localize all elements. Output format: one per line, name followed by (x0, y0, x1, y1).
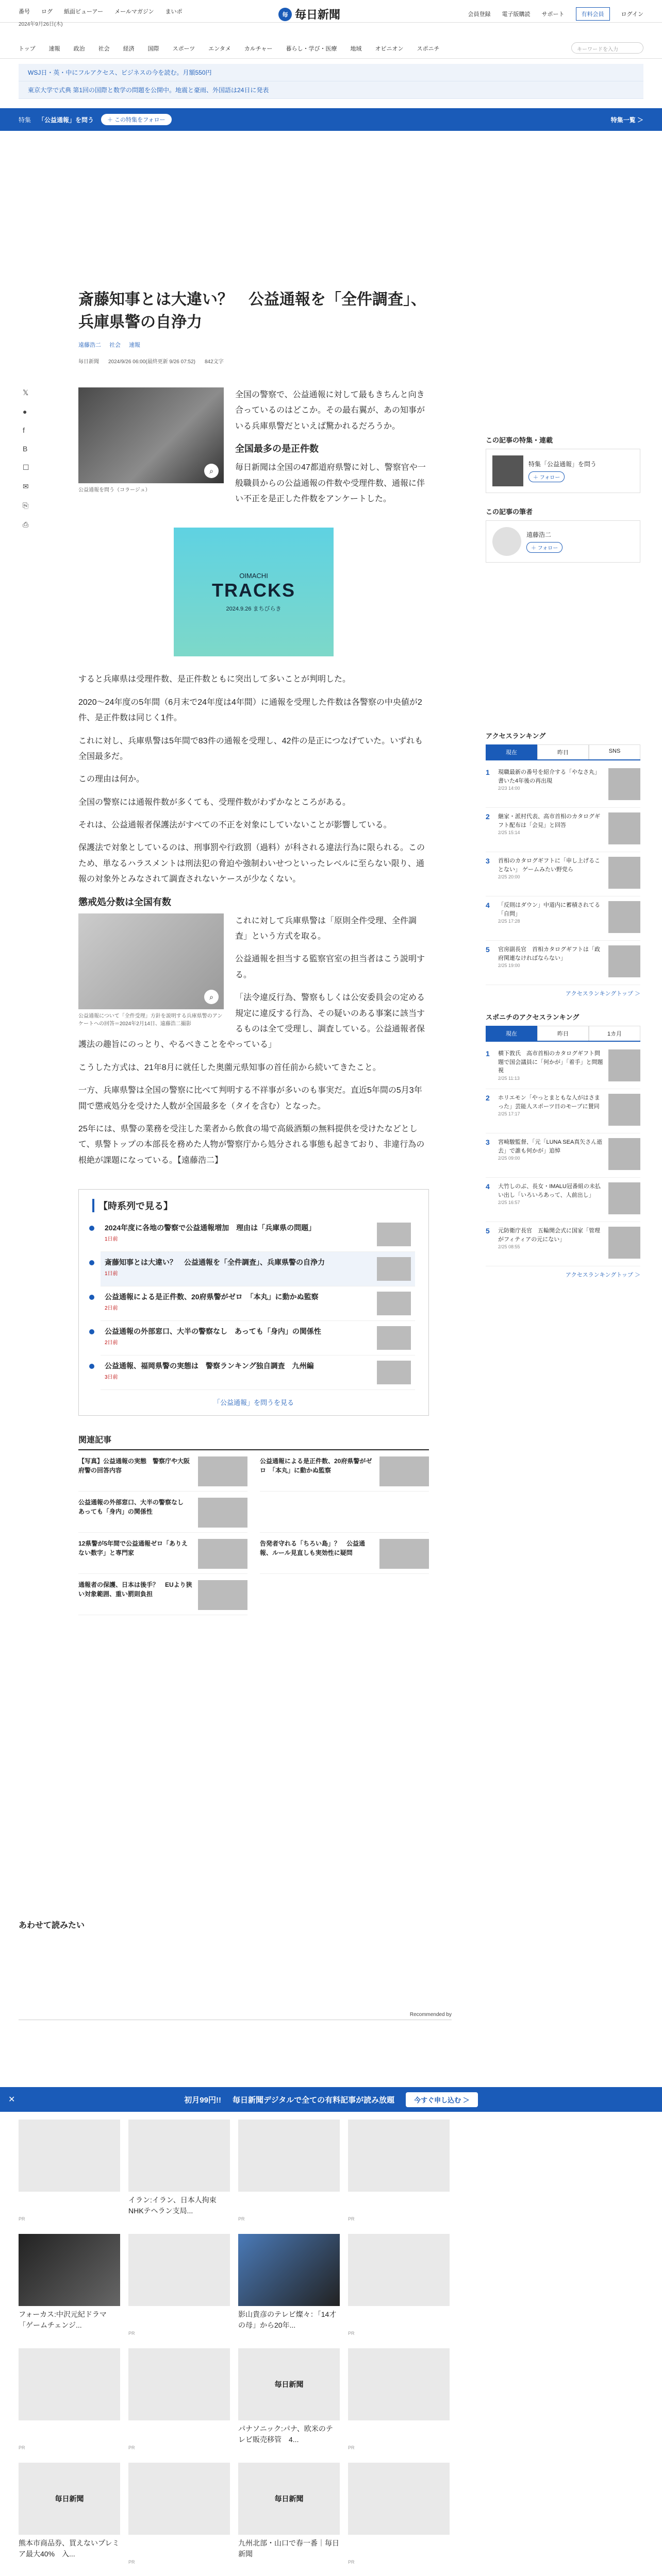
timeline-item-date: 1日前 (105, 1271, 118, 1277)
sponichi-heading: スポニチのアクセスランキング (486, 1013, 580, 1021)
rank-thumbnail (608, 812, 640, 844)
top-right-link[interactable]: サポート (541, 11, 565, 18)
search-input[interactable]: キーワードを入力 (571, 42, 643, 54)
bookmark-icon[interactable]: ☐ (23, 463, 29, 471)
share-bar (23, 388, 29, 529)
article (78, 289, 429, 1615)
ad-top-text: OIMACHI (239, 571, 268, 580)
tile-title (348, 2424, 450, 2445)
timeline-item-title: 公益通報の外部窓口、大半の警察なし あっても「身内」の関係性 (105, 1327, 321, 1336)
tile-pr: PR (238, 2216, 245, 2222)
tab-yesterday[interactable]: 昨日 (537, 744, 589, 759)
rank-title: 宮崎駿監督、「元「LUNA SEA真矢さん逝去」で誰も何かが」追悼 (498, 1139, 603, 1154)
top-link[interactable]: メールマガジン (114, 8, 154, 15)
tile-image (348, 2348, 450, 2420)
tile-title (238, 2195, 340, 2216)
tile-title: フォーカス:中沢元紀ドラマ「ゲームチェンジ... (19, 2310, 107, 2329)
alert-list (19, 64, 643, 99)
related-thumbnail (198, 1456, 247, 1486)
author-link[interactable]: 遠藤浩二 (78, 342, 101, 348)
tile[interactable] (128, 2348, 230, 2450)
timeline-item[interactable] (101, 1321, 415, 1355)
tile-image (19, 2120, 120, 2192)
x-icon[interactable]: 𝕏 (23, 388, 29, 397)
paragraph: 一方、兵庫県警は全国の警察に比べて判明する不祥事が多いのも事実だ。直近5年間の5月3年間で懲戒処分を受けた人数が全国最多を（タイを含む）となった。 (78, 1086, 422, 1111)
hatena-icon[interactable]: B (23, 445, 28, 453)
timeline-item-title: 斎藤知事とは大違い？ 公益通報を「全件調査」、兵庫県警の自浄力 (105, 1258, 325, 1267)
related-item[interactable] (78, 1533, 247, 1574)
rank-date: 2/25 17:28 (498, 919, 520, 924)
nav-item[interactable]: トップ (19, 45, 36, 52)
nav-item[interactable]: 速報 (48, 45, 60, 52)
avatar (492, 527, 521, 556)
ranking-heading: アクセスランキング (486, 732, 546, 740)
header-date: 2024年9月26日(木) (19, 22, 63, 27)
rank-number: 4 (486, 901, 490, 909)
rank-date: 2/23 14:00 (498, 786, 520, 791)
related-title: 公益通報による是正件数、20府県警がゼロ 「本丸」に動かぬ監察 (260, 1458, 372, 1475)
related-item[interactable] (78, 1574, 247, 1615)
series-card[interactable] (486, 449, 640, 493)
tile-image (348, 2234, 450, 2306)
related-heading: 関連記事 (78, 1433, 429, 1450)
tile-logo-image: 毎日新聞 (238, 2463, 340, 2535)
ad-headline: TRACKS (212, 579, 295, 601)
paragraph: 毎日新聞は全国の47都道府県警に対し、警察官や一般職員からの公益通報の件数や受理件数、通報に伴い不正を是正した件数をアンケートした。 (235, 463, 426, 503)
timeline-item-date: 3日前 (105, 1375, 118, 1381)
ranking-item[interactable] (486, 941, 640, 985)
tile-image (128, 2234, 230, 2306)
top-right-link[interactable]: 会員登録 (468, 11, 491, 18)
tile-pr: PR (19, 2216, 25, 2222)
tile[interactable] (128, 2120, 230, 2222)
timeline-dot-icon (89, 1226, 94, 1231)
sponichi-tabs (486, 1026, 640, 1042)
top-link[interactable]: 紙面ビューアー (64, 8, 104, 15)
timeline-item-title: 公益通報による是正件数、20府県警がゼロ 「本丸」に動かぬ監察 (105, 1293, 319, 1301)
photo-caption: 公益通報を問う（コラージュ） (78, 487, 151, 493)
timeline-item-title: 2024年度に各地の警察で公益通報増加 理由は「兵庫県の問題」 (105, 1224, 316, 1232)
tile-pr: PR (348, 2560, 355, 2565)
tile[interactable] (128, 2234, 230, 2336)
sponichi-item[interactable] (486, 1178, 640, 1222)
tile-title (19, 2195, 120, 2216)
feature-tag[interactable]: 「公益通報」を問う (38, 116, 94, 124)
meta-source: 毎日新聞 (78, 359, 99, 365)
paragraph: こうした方式は、21年8月に就任した奥薗元県知事の首任前から続いてきたこと。 (78, 1063, 381, 1072)
nav-item[interactable]: スポニチ (417, 45, 440, 52)
tile-image (19, 2234, 120, 2306)
rank-thumbnail (608, 1182, 640, 1214)
series-name: 特集「公益通報」を問う (528, 461, 597, 468)
ranking-more-link[interactable]: アクセスランキングトップ ＞ (565, 991, 640, 997)
rank-number: 2 (486, 812, 490, 821)
paragraph: 25年には、県警の業務を受注した業者から飲食の場で高級酒類の無料提供を受けたなどとして、県警トップの本部長を務めた人物が警察庁から処分される事態も起きており、非違行為の根絶が課題になっている。【遠藤浩二】 (78, 1124, 425, 1165)
tile-title (128, 2538, 230, 2560)
related-thumbnail (198, 1498, 247, 1528)
ranking-tabs (486, 744, 640, 760)
lead-figure (78, 387, 224, 494)
rank-thumbnail (608, 768, 640, 800)
related-title: 12県警が5年間で公益通報ゼロ「ありえない数字」と専門家 (78, 1540, 188, 1557)
sidebar (486, 435, 640, 1293)
paragraph: 2020～24年度の5年間（6月末で24年度は4年間）に通報を受理した件数は各警察の中央値が2件、是正件数は同じく1件。 (78, 698, 422, 723)
tile-pr: PR (128, 2560, 135, 2565)
related-item[interactable] (260, 1533, 429, 1574)
timeline-thumbnail (377, 1361, 411, 1384)
tile-title (348, 2309, 450, 2331)
paragraph: これに対し、兵庫県警は5年間で83件の通報を受理し、42件の是正につなげていた。いずれも全国最多だ。 (78, 736, 423, 761)
paragraph: 公益通報を担当する監察官室の担当者はこう説明する。 (235, 955, 425, 979)
feature-label: 特集 (19, 116, 31, 124)
lead-photo[interactable] (78, 387, 224, 483)
series-thumbnail (492, 455, 523, 486)
timeline-thumbnail (377, 1257, 411, 1281)
rank-number: 5 (486, 1227, 490, 1235)
logo-mark-icon: 毎 (278, 8, 292, 21)
rank-date: 2/25 17:17 (498, 1111, 520, 1116)
paragraph: この理由は何か。 (78, 775, 145, 784)
tile-title (348, 2195, 450, 2216)
ranking-item[interactable] (486, 808, 640, 852)
timeline-thumbnail (377, 1223, 411, 1246)
tile-image (128, 2463, 230, 2535)
tile[interactable] (19, 2234, 120, 2336)
rank-thumbnail (608, 1094, 640, 1126)
tile[interactable] (238, 2348, 340, 2450)
timeline-item-date: 2日前 (105, 1340, 118, 1346)
cta-button[interactable]: 今すぐ申し込む ＞ (406, 2092, 478, 2107)
article-meta (78, 357, 429, 365)
timeline-item[interactable] (101, 1355, 415, 1390)
sponichi-item[interactable] (486, 1045, 640, 1089)
nav-item[interactable]: 暮らし・学び・医療 (286, 45, 337, 52)
rank-number: 1 (486, 1049, 490, 1058)
related-item[interactable] (78, 1492, 247, 1533)
close-icon[interactable]: ✕ (8, 2095, 15, 2104)
timeline-item-date: 2日前 (105, 1306, 118, 1312)
tile[interactable] (19, 2120, 120, 2222)
nav-item[interactable]: 社会 (98, 45, 110, 52)
paragraph: 「法令違反行為、警察もしくは公安委員会の定める規定に違反する行為、その疑いのある事案に該当するものは全て受理し、調査している。公益通報者保護法の趣旨にのっとり、やるべきことをやっている」 (78, 993, 425, 1049)
rank-title: 横下敦氏 高市首相のカタログギフト問題で国会議員に「何かが」「着手」と問題視 (498, 1050, 603, 1074)
rank-title: 「反則はダウン」中道内に蓄積されてる「自問」 (498, 902, 600, 917)
tile-pr: PR (348, 2216, 355, 2222)
tile-image (128, 2348, 230, 2420)
timeline-dot-icon (89, 1329, 94, 1334)
mail-icon[interactable]: ✉ (23, 482, 29, 490)
rank-title: 大竹しのぶ、長女・IMALU冠番組の未払い出し「いろいろあって、人前出し」 (498, 1183, 601, 1198)
related-thumbnail (379, 1539, 429, 1569)
paragraph: これに対して兵庫県警は「原則全件受理、全件調査」という方式を取る。 (235, 916, 417, 941)
rank-title: 官房副長官 首相カタログギフトは「政府関連なければならない」 (498, 946, 600, 961)
rank-thumbnail (608, 1049, 640, 1081)
related-item-empty (260, 1492, 429, 1533)
rank-thumbnail (608, 945, 640, 977)
ad-subtext: 2024.9.26 まちびらき (226, 605, 282, 612)
rank-number: 2 (486, 1094, 490, 1102)
timeline-dot-icon (89, 1295, 94, 1300)
rank-date: 2/25 20:00 (498, 874, 520, 879)
top-right-links (468, 7, 643, 21)
tile-pr: PR (128, 2331, 135, 2336)
tile[interactable] (348, 2120, 450, 2222)
tile-pr: PR (128, 2445, 135, 2450)
tile-image (238, 2120, 340, 2192)
tile-title: 九州北部・山口で春一番｜毎日新聞 (238, 2539, 339, 2558)
recommend-heading: あわせて読みたい (19, 1921, 85, 1930)
feature-list-link[interactable]: 特集一覧 ＞ (610, 116, 643, 124)
rank-number: 3 (486, 857, 490, 865)
tab-now[interactable]: 現在 (486, 1026, 537, 1041)
timeline-dot-icon (89, 1260, 94, 1265)
zoom-icon[interactable]: ⌕ (204, 464, 219, 478)
author-card[interactable] (486, 520, 640, 563)
tag-link[interactable]: 速報 (129, 342, 140, 348)
paragraph: それは、公益通報者保護法がすべての不正を対象にしていないことが影響している。 (78, 821, 392, 830)
recommend-section (19, 1919, 452, 2020)
meta-length: 842文字 (205, 359, 224, 365)
tile[interactable] (238, 2120, 340, 2222)
rank-date: 2/25 08:55 (498, 1244, 520, 1249)
nav-item[interactable]: 政治 (73, 45, 85, 52)
feature-bar (0, 108, 662, 131)
section-heading: 全国最多の是正件数 (235, 444, 319, 454)
rank-title: 継家・派村代表、高市首相のカタログギフト配布は「会見」と回答 (498, 814, 600, 828)
related-item[interactable] (78, 1450, 247, 1492)
line-icon[interactable]: ● (23, 408, 27, 416)
related-title: 【写真】公益通報の実態 警察庁や大阪府警の回答内容 (78, 1458, 190, 1475)
related-thumbnail (379, 1456, 429, 1486)
alert-item[interactable]: WSJ日・英・中にフルアクセス、ビジネスの今を読む。月額550円 (19, 64, 643, 81)
top-left-links (19, 7, 183, 15)
timeline-item-current[interactable] (101, 1252, 415, 1286)
rank-number: 3 (486, 1138, 490, 1146)
author-heading: この記事の筆者 (486, 508, 533, 516)
top-link[interactable]: まいポ (165, 8, 183, 15)
ranking-item[interactable] (486, 896, 640, 941)
top-link[interactable]: ログ (41, 8, 53, 15)
nav-item[interactable]: スポーツ (172, 45, 195, 52)
nav-item[interactable]: エンタメ (208, 45, 231, 52)
photo-caption: 公益通報について「全件受理」方針を説明する兵庫県警のアンケートへの回答＝2024年2月14日、遠藤浩二撮影 (78, 1013, 223, 1027)
link-icon[interactable]: ⎘ (23, 501, 29, 510)
rank-thumbnail (608, 1138, 640, 1170)
tile[interactable] (19, 2463, 120, 2565)
tile-title: 影山貴彦のテレビ燦々：「14才の母」から20年... (238, 2310, 337, 2329)
paragraph: すると兵庫県は受理件数、是正件数ともに突出して多いことが判明した。 (78, 675, 351, 684)
top-link[interactable]: 番号 (19, 8, 30, 15)
subscribe-button[interactable]: 有料会員 (576, 7, 610, 21)
nav-item[interactable]: カルチャー (244, 45, 273, 52)
alert-item[interactable]: 東京大学で式典 第1回の国際と数学の問題を公開中。地震と豪雨、外国語は24日に発表 (19, 81, 643, 99)
tile[interactable] (19, 2348, 120, 2450)
ranking-item[interactable] (486, 764, 640, 808)
tile[interactable] (348, 2234, 450, 2336)
nav-item[interactable]: 国際 (147, 45, 159, 52)
related-thumbnail (198, 1580, 247, 1610)
recommended-by: Recommended by (19, 2012, 452, 2020)
tag-link[interactable]: 社会 (109, 342, 121, 348)
tile[interactable] (238, 2463, 340, 2565)
tile-title: イラン:イラン、日本人拘束 NHKテヘラン支局... (128, 2196, 224, 2215)
rank-thumbnail (608, 1227, 640, 1259)
tile-image (238, 2234, 340, 2306)
sponichi-item[interactable] (486, 1089, 640, 1133)
nav-item[interactable]: オピニオン (375, 45, 404, 52)
related-grid (78, 1450, 429, 1615)
rank-thumbnail (608, 901, 640, 933)
tile-image (19, 2348, 120, 2420)
byline (78, 341, 429, 349)
login-link[interactable]: ログイン (621, 11, 643, 18)
sponichi-item[interactable] (486, 1222, 640, 1266)
rank-date: 2/25 09:00 (498, 1156, 520, 1161)
rank-date: 2/25 16:57 (498, 1200, 520, 1205)
tile-title (19, 2424, 120, 2445)
rank-title: 現職最新の番号を紹介する「やなさ丸」書いた4年後の再出現 (498, 769, 600, 784)
rank-number: 5 (486, 945, 490, 954)
tab-sns[interactable]: SNS (589, 744, 640, 759)
tile[interactable] (238, 2234, 340, 2336)
tile-title (128, 2309, 230, 2331)
timeline-item-title: 公益通報、福岡県警の実態は 警察ランキング独自調査 九州編 (105, 1362, 314, 1370)
tab-month[interactable]: 1カ月 (589, 1026, 640, 1041)
tile-logo-image: 毎日新聞 (238, 2348, 340, 2420)
section-heading: 懲戒処分数は全国有数 (78, 896, 171, 907)
site-logo[interactable] (278, 6, 340, 22)
related-item[interactable] (260, 1450, 429, 1492)
ranking-item[interactable] (486, 852, 640, 896)
tile-image (348, 2463, 450, 2535)
related-title: 通報者の保護、日本は後手？ EUより狭い対象範囲、重い罰則負担 (78, 1581, 192, 1598)
meta-date: 2024/9/26 06:00(最終更新 9/26 07:52) (108, 359, 195, 365)
author-name: 遠藤浩二 (526, 531, 552, 538)
second-photo[interactable] (78, 913, 224, 1009)
recommend-tiles (19, 2120, 450, 2565)
related-title: 公益通報の外部窓口、大半の警察なし あっても「身内」の関係性 (78, 1499, 190, 1516)
category-nav (0, 38, 662, 59)
feature-follow-button[interactable]: ＋ この特集をフォロー (101, 114, 172, 125)
article-title: 斎藤知事とは大違い？ 公益通報を「全件調査」、兵庫県警の自浄力 (78, 291, 426, 331)
tab-now[interactable]: 現在 (486, 744, 537, 759)
timeline-dot-icon (89, 1364, 94, 1369)
rank-date: 2/25 15:14 (498, 830, 520, 835)
tab-yesterday[interactable]: 昨日 (537, 1026, 589, 1041)
tile-title: パナソニック:パナ、欧米のテレビ販売移管 4... (238, 2425, 333, 2444)
tile-pr: PR (19, 2445, 25, 2450)
second-figure (78, 913, 224, 1028)
rank-title: 首相のカタログギフトに「申し上げることない」 ゲームみたい野党ら (498, 858, 600, 873)
rank-title: ホリエモン「やっとまともな人がはさまった」芸能人スポーツ日のモーブに賛同 (498, 1095, 600, 1110)
top-bar (0, 0, 662, 27)
subscribe-banner (0, 2087, 662, 2112)
paragraph: 全国の警察で、公益通報に対して最もきちんと向き合っているのはどこか。その最右翼が、あの知事がいる兵庫県警だといえば驚かれるだろうか。 (235, 391, 425, 431)
paragraph: 全国の警察には通報件数が多くても、受理件数がわずかなところがある。 (78, 798, 351, 807)
facebook-icon[interactable]: f (23, 426, 25, 434)
cta-price: 初月99円!! (184, 2095, 221, 2105)
timeline-item-date: 1日前 (105, 1236, 118, 1243)
sponichi-more-link[interactable]: アクセスランキングトップ ＞ (565, 1272, 640, 1278)
related-thumbnail (198, 1539, 247, 1569)
rank-title: 元防衛庁長官 五輪開会式に国家「管理がフィティアの元にない」 (498, 1228, 600, 1243)
tile-logo-image: 毎日新聞 (19, 2463, 120, 2535)
print-icon[interactable]: ⎙ (23, 520, 29, 529)
paragraph: 保護法で対象としているのは、刑事罰や行政罰（過料）が科される違法行為に限られる。このため、単なるハラスメントは刑法犯の脅迫や強制わいせつといったレベルに至らない限り、通報の対象外とみなされて調査されないケースが少なくない。 (78, 843, 425, 884)
timeline-title: 【時系列で見る】 (92, 1199, 415, 1212)
tile-pr: PR (348, 2331, 355, 2336)
tile-title (128, 2424, 230, 2445)
rank-date: 2/25 19:00 (498, 963, 520, 968)
tile-pr: PR (348, 2445, 355, 2450)
nav-item[interactable]: 経済 (123, 45, 135, 52)
timeline-item[interactable] (101, 1217, 415, 1252)
tile[interactable] (348, 2348, 450, 2450)
tile[interactable] (348, 2463, 450, 2565)
top-right-link[interactable]: 電子版購読 (502, 11, 531, 18)
author-follow-button[interactable]: ＋ フォロー (526, 542, 562, 553)
timeline-box (78, 1189, 429, 1416)
series-follow-button[interactable]: ＋ フォロー (528, 471, 565, 482)
timeline-thumbnail (377, 1326, 411, 1350)
timeline-item[interactable] (101, 1286, 415, 1321)
rank-thumbnail (608, 857, 640, 889)
tile[interactable] (128, 2463, 230, 2565)
logo-text: 毎日新聞 (295, 8, 341, 22)
rank-number: 4 (486, 1182, 490, 1191)
rank-number: 1 (486, 768, 490, 776)
sponichi-item[interactable] (486, 1133, 640, 1178)
tile-title (348, 2538, 450, 2560)
related-title: 告発者守れる「ちろい島」？ 公益通報、ルール見直しも実効性に疑問 (260, 1540, 366, 1557)
advertisement[interactable] (174, 528, 334, 656)
timeline-more-link[interactable]: 「公益通報」を問うを見る (213, 1399, 294, 1407)
zoom-icon[interactable]: ⌕ (204, 990, 219, 1004)
tile-title: 熊本市商品券、買えないプレミア最大40% 入... (19, 2539, 120, 2558)
tile-image (348, 2120, 450, 2192)
series-heading: この記事の特集・連載 (486, 436, 553, 444)
cta-description: 毎日新聞デジタルで全ての有料記事が読み放題 (232, 2095, 395, 2105)
tile-image (128, 2120, 230, 2192)
nav-item[interactable]: 地域 (350, 45, 362, 52)
rank-date: 2/25 11:13 (498, 1075, 520, 1081)
timeline-thumbnail (377, 1292, 411, 1315)
